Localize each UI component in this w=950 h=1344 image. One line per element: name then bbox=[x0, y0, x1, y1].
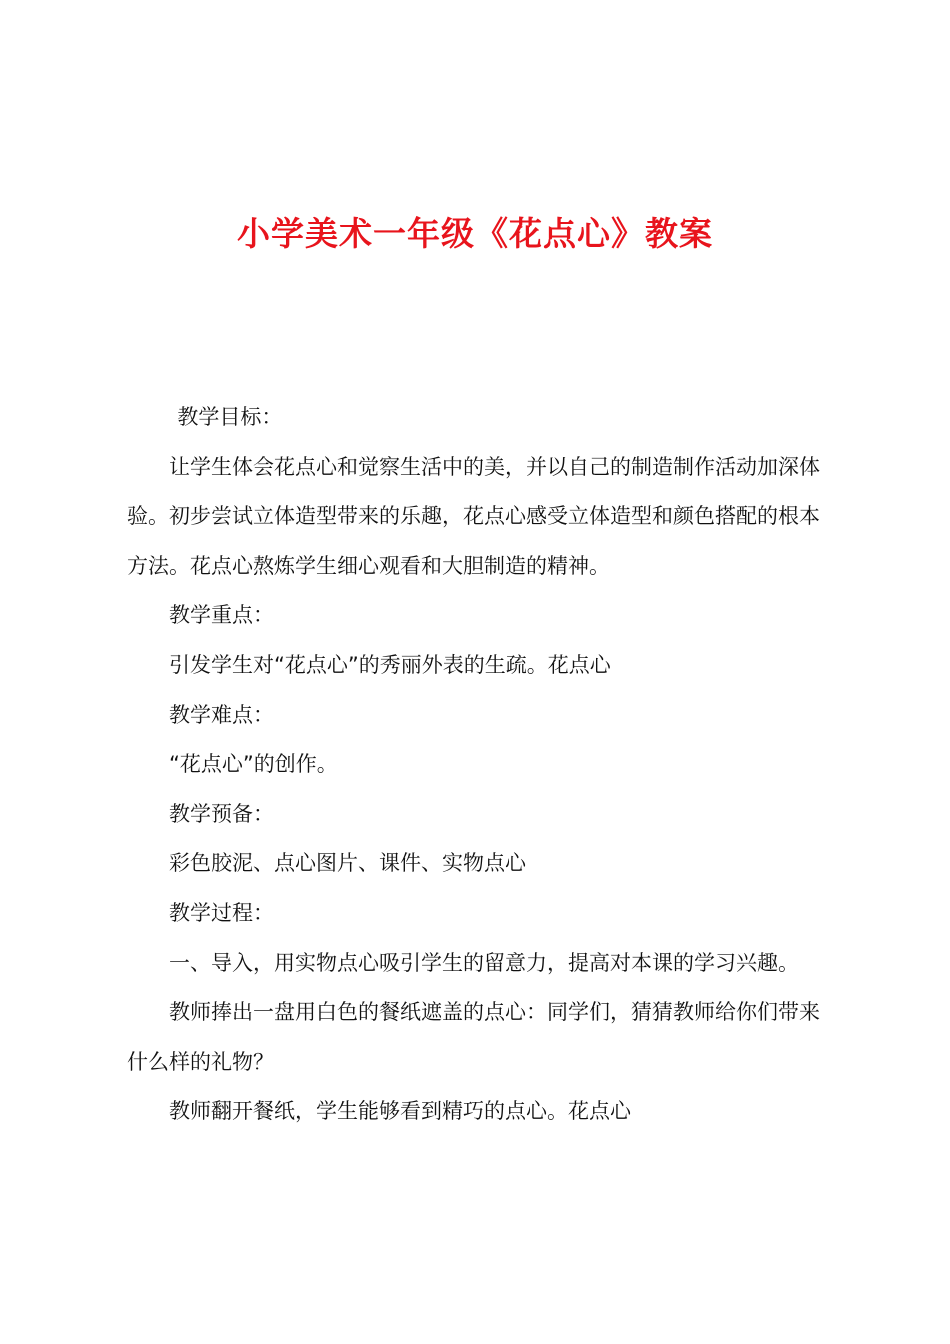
paragraph-difficulties: “花点心”的创作。 bbox=[169, 752, 338, 777]
section-label-process: 教学过程： bbox=[169, 900, 274, 925]
section-label-preparation: 教学预备： bbox=[169, 801, 274, 826]
paragraph-key-points: 引发学生对“花点心”的秀丽外表的生疏。花点心 bbox=[169, 652, 611, 677]
paragraph-objectives: 让学生体会花点心和觉察生活中的美，并以自己的制造制作活动加深体验。初步尝试立体造型带来的乐趣，花点心感受立体造型和颜色搭配的根本方法。花点心熬炼学生细心观看和大胆制造的精神。 bbox=[127, 454, 820, 578]
document-title: 小学美术一年级《花点心》教案 bbox=[237, 214, 713, 253]
section-label-key-points: 教学重点： bbox=[169, 603, 274, 628]
document-body bbox=[127, 393, 837, 1137]
paragraph-process-intro: 一、导入，用实物点心吸引学生的留意力，提高对本课的学习兴趣。 bbox=[169, 950, 799, 975]
paragraph-process-reveal: 教师翻开餐纸，学生能够看到精巧的点心。花点心 bbox=[169, 1099, 631, 1124]
section-label-difficulties: 教学难点： bbox=[169, 702, 274, 727]
paragraph-process-teacher-question: 教师捧出一盘用白色的餐纸遮盖的点心：同学们，猜猜教师给你们带来什么样的礼物？ bbox=[127, 1000, 820, 1074]
section-label-objectives: 教学目标： bbox=[177, 405, 283, 429]
paragraph-preparation: 彩色胶泥、点心图片、课件、实物点心 bbox=[169, 851, 526, 876]
